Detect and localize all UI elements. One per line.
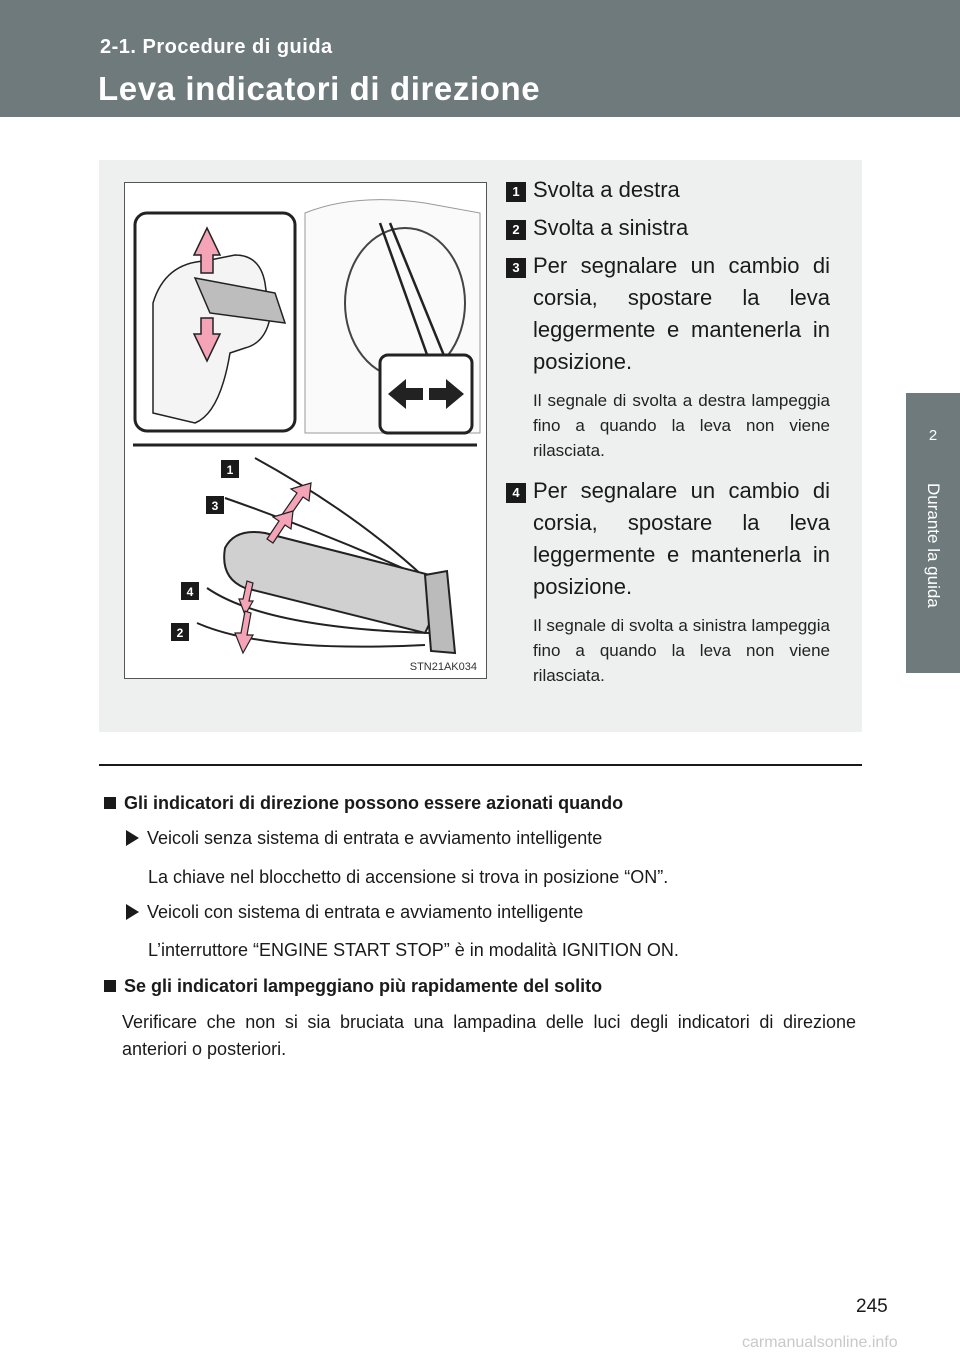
item-text: Svolta a sinistra [533, 215, 689, 240]
item-number: 3 [506, 258, 526, 278]
list-item [506, 174, 830, 206]
chapter-number: 2 [928, 427, 938, 444]
callout-label: 3 [211, 499, 219, 513]
note-heading [104, 976, 602, 997]
items-list [506, 174, 830, 688]
list-item [506, 475, 830, 688]
condition-line [126, 828, 602, 849]
condition-text: Veicoli con sistema di entrata e avviamento intelligente [147, 902, 584, 922]
path-2 [197, 623, 425, 647]
triangle-bullet-icon [126, 830, 139, 846]
item-number: 4 [506, 483, 526, 503]
watermark: carmanualsonline.info [742, 1334, 898, 1351]
list-item [506, 250, 830, 463]
item-text: Per segnalare un cambio di corsia, spostare la leva leggermente e mantenerla in posizione. [533, 253, 830, 374]
item-number: 1 [506, 182, 526, 202]
note-heading [104, 793, 623, 814]
arrow-2-icon [235, 611, 253, 653]
chapter-label: Durante la guida [924, 483, 943, 608]
chapter-tab [906, 393, 960, 673]
item-text: Svolta a destra [533, 177, 680, 202]
condition-detail: L’interruttore “ENGINE START STOP” è in modalità IGNITION ON. [148, 940, 679, 960]
list-item [506, 212, 830, 244]
lever-diagram [125, 183, 486, 678]
condition-text: Veicoli senza sistema di entrata e avviamento intelligente [147, 828, 603, 848]
page-title: Leva indicatori di direzione [98, 70, 541, 107]
item-number: 2 [506, 220, 526, 240]
item-note: Il segnale di svolta a destra lampeggia fino a quando la leva non viene rilasciata. [533, 391, 830, 460]
square-bullet-icon [104, 797, 116, 809]
item-note: Il segnale di svolta a sinistra lampeggia fino a quando la leva non viene rilasciata. [533, 616, 830, 685]
lever-body [224, 532, 439, 633]
page-header [0, 0, 960, 117]
note-heading-text: Gli indicatori di direzione possono essere azionati quando [124, 793, 624, 813]
section-heading: 2-1. Procedure di guida [100, 36, 333, 58]
square-bullet-icon [104, 980, 116, 992]
callout-label: 4 [186, 585, 194, 599]
condition-line [126, 902, 583, 923]
note-heading-text: Se gli indicatori lampeggiano più rapidamente del solito [124, 976, 603, 996]
triangle-bullet-icon [126, 904, 139, 920]
side-strip [906, 117, 960, 393]
note-paragraph: Verificare che non si sia bruciata una lampadina delle luci degli indicatori di direzione anteriori o posteriori. [122, 1012, 856, 1059]
item-text: Per segnalare un cambio di corsia, spostare la leva leggermente e mantenerla in posizione. [533, 478, 830, 599]
section-rule [99, 764, 862, 766]
page-number: 245 [856, 1296, 888, 1317]
illustration-code: STN21AK034 [409, 661, 477, 673]
lever-base [425, 571, 455, 653]
callout-label: 2 [176, 626, 184, 640]
condition-detail: La chiave nel blocchetto di accensione si trova in posizione “ON”. [148, 867, 669, 887]
turn-signal-illustration [124, 182, 487, 679]
callout-label: 1 [226, 463, 234, 477]
